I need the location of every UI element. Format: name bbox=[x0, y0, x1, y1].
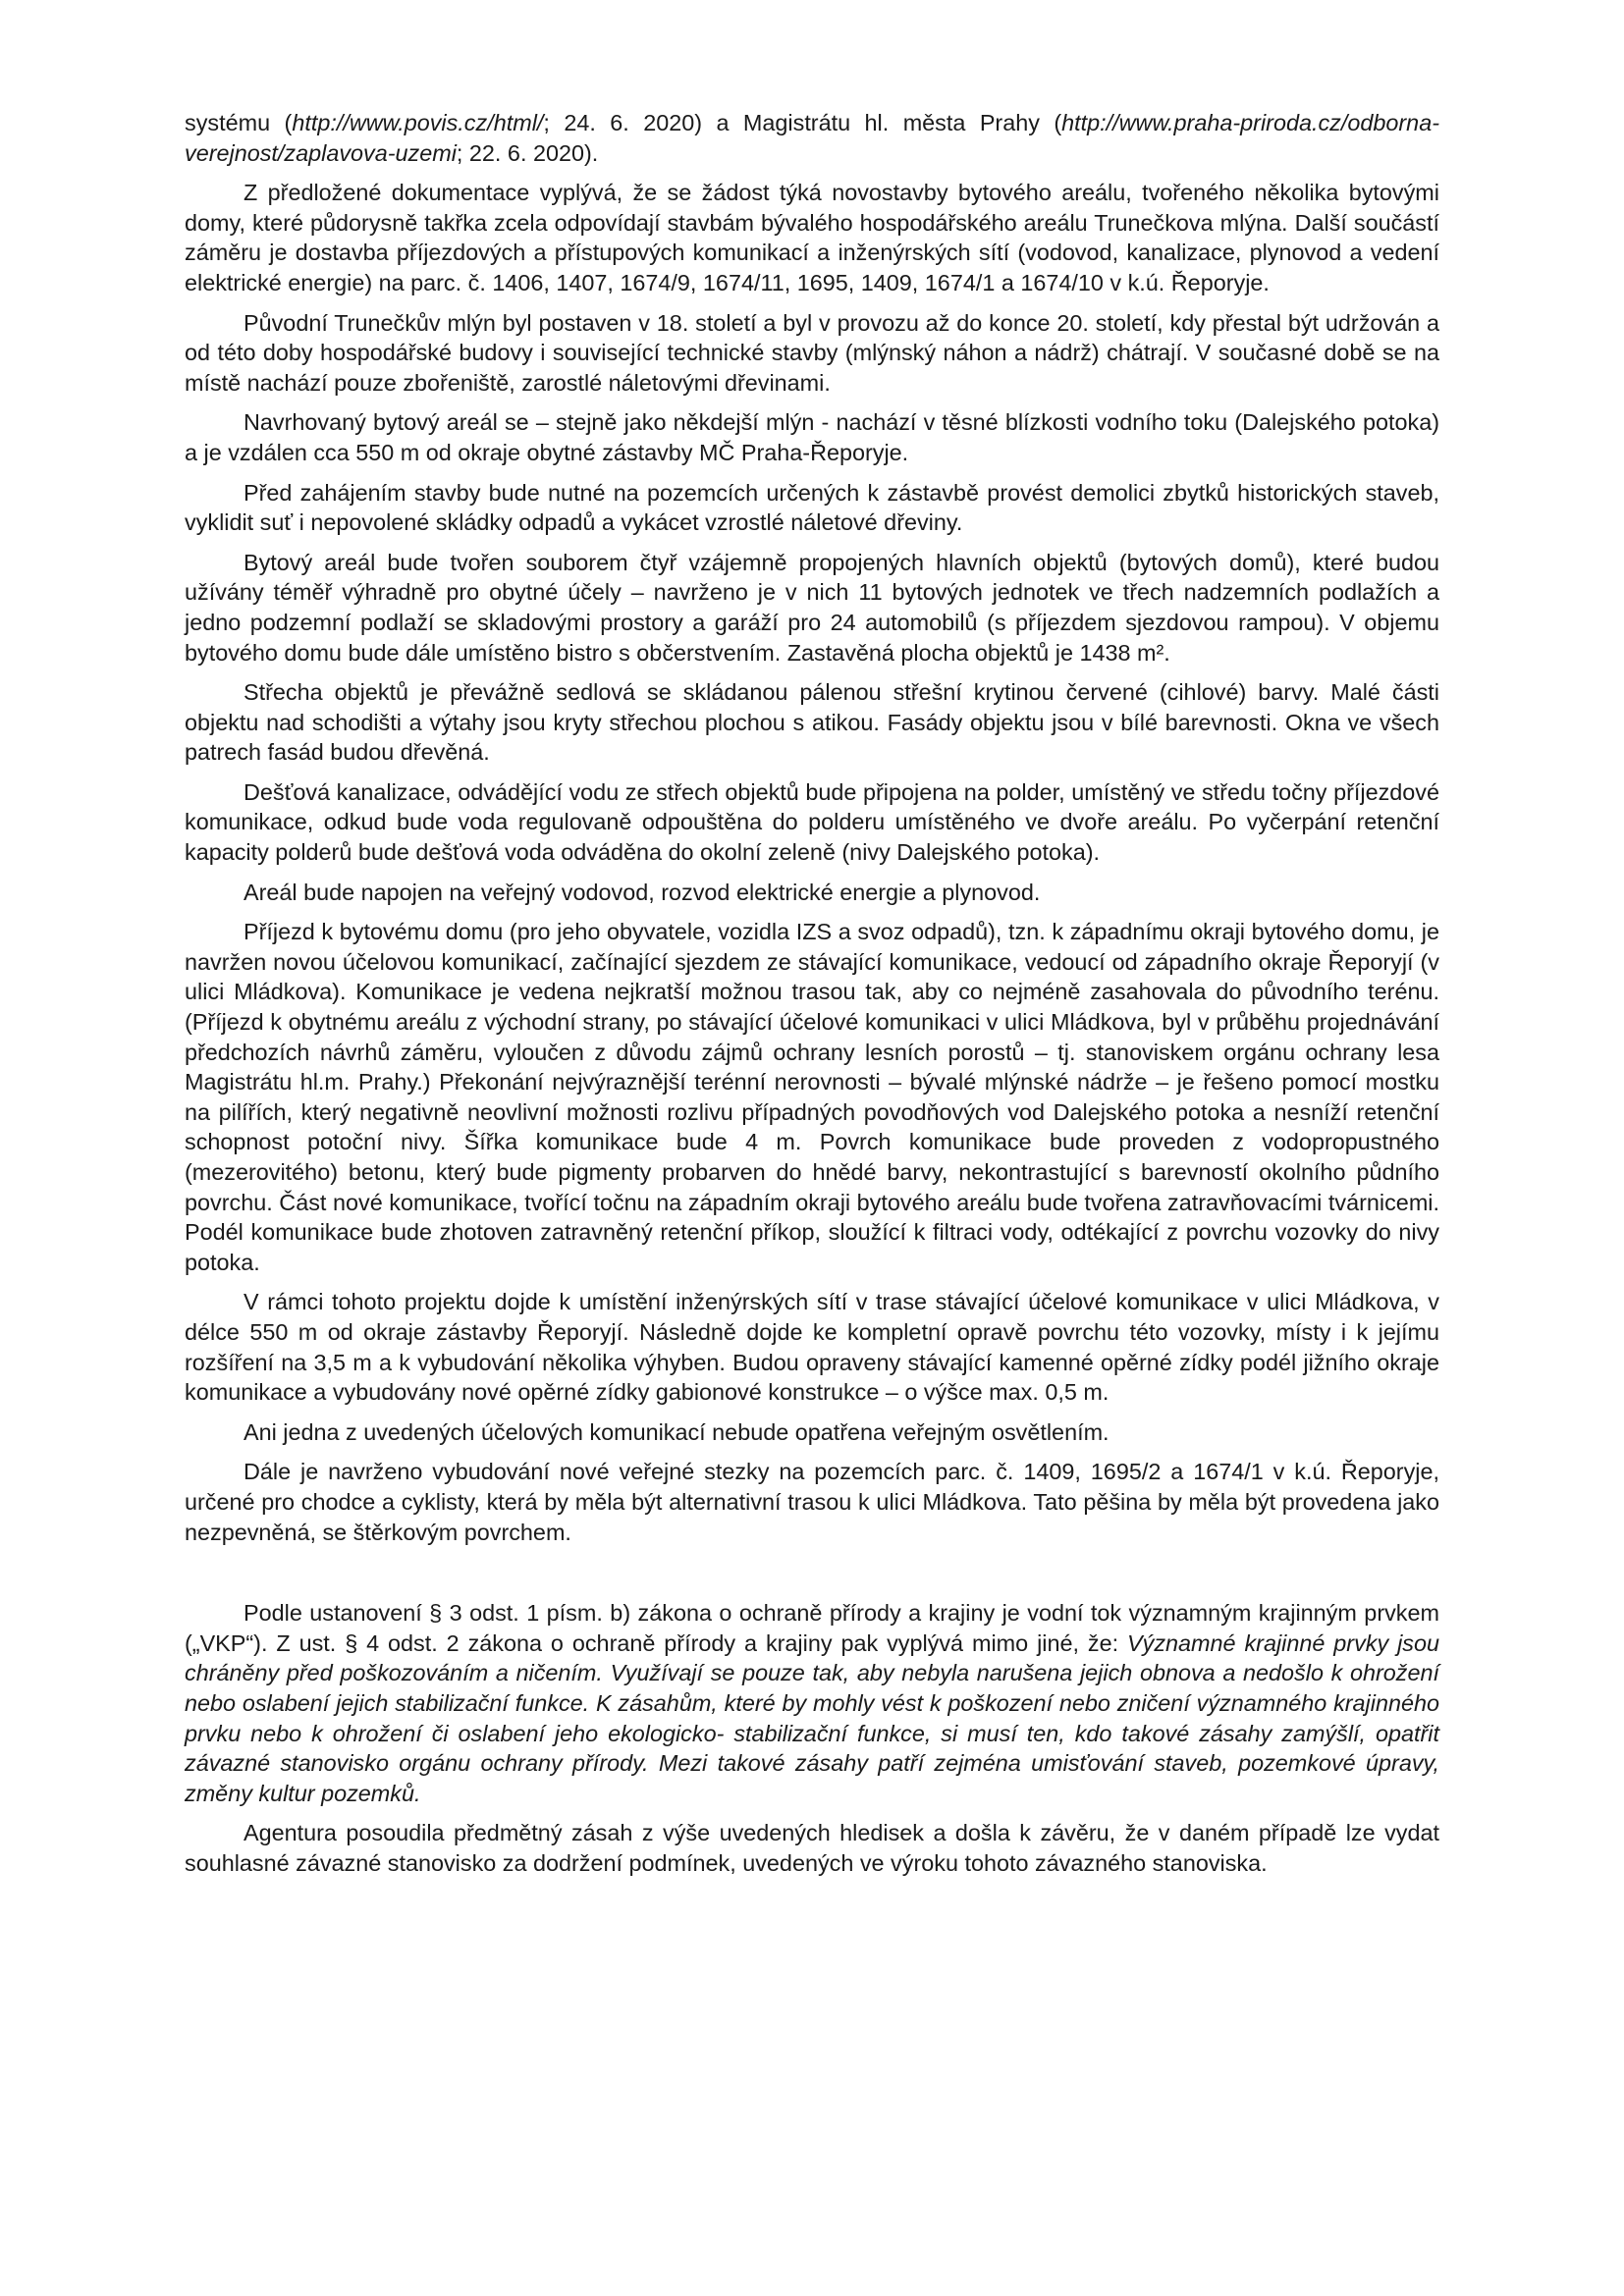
text-segment: Navrhovaný bytový areál se – stejně jako někdejší mlýn - nachází v těsné blízkosti vodního toku (Dalejského potoka) a je vzdálen cca 550 m od okraje obytné zástavby MČ Praha-Řeporyje. bbox=[185, 409, 1439, 465]
body-paragraph bbox=[185, 1818, 1439, 1878]
body-paragraph bbox=[185, 407, 1439, 467]
text-segment: Dále je navrženo vybudování nové veřejné stezky na pozemcích parc. č. 1409, 1695/2 a 1674/1 v k.ú. Řeporyje, určené pro chodce a cyklisty, která by měla být alternativní trasou k ulici Mládkova. Tato pěšina by měla být provedena jako nezpevněná, se štěrkovým povrchem. bbox=[185, 1459, 1439, 1545]
body-paragraph bbox=[185, 917, 1439, 1277]
text-segment: Bytový areál bude tvořen souborem čtyř vzájemně propojených hlavních objektů (bytových domů), které budou užívány téměř výhradně pro obytné účely – navrženo je v nich 11 bytových jednotek ve třech nadzemních podlažích a jedno podzemní podlaží se skladovými prostory a garáží pro 24 automobilů (s příjezdem sjezdovou rampou). V objemu bytového domu bude dále umístěno bistro s občerstvením. Zastavěná plocha objektů je 1438 m². bbox=[185, 549, 1439, 666]
text-segment: Podle ustanovení § 3 odst. 1 písm. b) zákona o ochraně přírody a krajiny je vodní tok významným krajinným prvkem („VKP“). Z ust. § 4 odst. 2 zákona o ochraně přírody a krajiny pak vyplývá mimo jiné, že: bbox=[185, 1600, 1439, 1656]
body-paragraph bbox=[185, 1287, 1439, 1407]
body-paragraph bbox=[185, 308, 1439, 399]
body-paragraph bbox=[185, 1457, 1439, 1547]
body-paragraph bbox=[185, 548, 1439, 667]
text-segment: ; 22. 6. 2020). bbox=[456, 139, 599, 166]
body-paragraph bbox=[185, 677, 1439, 768]
text-segment: Dešťová kanalizace, odvádějící vodu ze střech objektů bude připojena na polder, umístěný ve středu točny příjezdové komunikace, odkud bude voda regulovaně odpouštěna do polderu umístěného ve dvoře areálu. Po vyčerpání retenční kapacity polderů bude dešťová voda odváděna do okolní zeleně (nivy Dalejského potoka). bbox=[185, 778, 1439, 866]
body-paragraph bbox=[185, 878, 1439, 908]
text-segment: systému ( bbox=[185, 110, 293, 135]
text-segment: Z předložené dokumentace vyplývá, že se žádost týká novostavby bytového areálu, tvořeného několika bytovými domy, které půdorysně takřka zcela odpovídají stavbám bývalého hospodářského areálu Trunečkova mlýna. Další součástí záměru je dostavba příjezdových a přístupových komunikací a inženýrských sítí (vodovod, kanalizace, plynovod a vedení elektrické energie) na parc. č. 1406, 1407, 1674/9, 1674/11, 1695, 1409, 1674/1 a 1674/10 v k.ú. Řeporyje. bbox=[185, 180, 1439, 295]
body-paragraph bbox=[185, 777, 1439, 868]
text-segment: Střecha objektů je převážně sedlová se skládanou pálenou střešní krytinou červené (cihlové) barvy. Malé části objektu nad schodišti a výtahy jsou kryty střechou plochou s atikou. Fasády objektu jsou v bílé barevnosti. Okna ve všech patrech fasád budou dřevěná. bbox=[185, 679, 1439, 766]
text-segment: Ani jedna z uvedených účelových komunikací nebude opatřena veřejným osvětlením. bbox=[244, 1418, 1110, 1445]
italic-text-segment: Významné krajinné prvky jsou chráněny před poškozováním a ničením. Využívají se pouze tak, aby nebyla narušena jejich obnova a nedošlo k ohrožení nebo oslabení jejich stabilizační funkce. K zásahům, které by mohly vést k poškození nebo zničení významného krajinného prvku nebo k ohrožení či oslabení jeho ekologicko- stabilizační funkce, si musí ten, kdo takové zásahy zamýšlí, opatřit závazné stanovisko orgánu ochrany přírody. Mezi takové zásahy patří zejména umisťování staveb, pozemkové úpravy, změny kultur pozemků. bbox=[185, 1629, 1439, 1806]
body-paragraph bbox=[185, 178, 1439, 297]
text-segment: Agentura posoudila předmětný zásah z výše uvedených hledisek a došla k závěru, že v daném případě lze vydat souhlasné závazné stanovisko za dodržení podmínek, uvedených ve výroku tohoto závazného stanoviska. bbox=[185, 1820, 1439, 1876]
text-segment: ; 24. 6. 2020) a Magistrátu hl. města Prahy ( bbox=[543, 110, 1062, 135]
body-paragraph bbox=[185, 1598, 1439, 1808]
text-segment: Před zahájením stavby bude nutné na pozemcích určených k zástavbě provést demolici zbytků historických staveb, vyklidit suť i nepovolené skládky odpadů a vykácet vzrostlé náletové dřeviny. bbox=[185, 479, 1439, 536]
document-page bbox=[185, 108, 1439, 1888]
body-paragraph bbox=[185, 478, 1439, 538]
text-segment: Areál bude napojen na veřejný vodovod, rozvod elektrické energie a plynovod. bbox=[244, 879, 1041, 905]
text-segment: Příjezd k bytovému domu (pro jeho obyvatele, vozidla IZS a svoz odpadů), tzn. k západnímu okraji bytového domu, je navržen novou účelovou komunikací, začínající sjezdem ze stávající komunikace, vedoucí od západního okraje Řeporyjí (v ulici Mládkova). Komunikace je vedena nejkratší možnou trasou tak, aby co nejméně zasahovala do původního terénu. (Příjezd k obytnému areálu z východní strany, po stávající účelové komunikaci v ulici Mládkova, byl v průběhu projednávání předchozích návrhů záměru, vyloučen z důvodu zájmů ochrany lesních porostů – tj. stanoviskem orgánu ochrany lesa Magistrátu hl.m. Prahy.) Překonání nejvýraznější terénní nerovnosti – bývalé mlýnské nádrže – je řešeno pomocí mostku na pilířích, který negativně neovlivní možnosti rozlivu případných povodňových vod Dalejského potoka a nesníží retenční schopnost potoční nivy. Šířka komunikace bude 4 m. Povrch komunikace bude proveden z vodopropustného (mezerovitého) betonu, který bude pigmenty probarven do hnědé barvy, nekontrastující s barevností okolního půdního povrchu. Část nové komunikace, tvořící točnu na západním okraji bytového areálu bude tvořena zatravňovacími tvárnicemi. Podél komunikace bude zhotoven zatravněný retenční příkop, sloužící k filtraci vody, odtékající z povrchu vozovky do nivy potoka. bbox=[185, 919, 1439, 1275]
italic-text-segment: http://www.praha-priroda.cz/odborna-verejnost/zaplavova-uzemi bbox=[185, 110, 1439, 166]
italic-text-segment: http://www.povis.cz/html/ bbox=[292, 110, 544, 135]
body-paragraph bbox=[185, 108, 1439, 168]
text-segment: Původní Trunečkův mlýn byl postaven v 18. století a byl v provozu až do konce 20. století, kdy přestal být udržován a od této doby hospodářské budovy i související technické stavby (mlýnský náhon a nádrž) chátrají. V současné době se na místě nachází pouze zbořeniště, zarostlé náletovými dřevinami. bbox=[185, 309, 1439, 396]
body-paragraph bbox=[185, 1417, 1439, 1448]
text-segment: V rámci tohoto projektu dojde k umístění inženýrských sítí v trase stávající účelové komunikace v ulici Mládkova, v délce 550 m od okraje zástavby Řeporyjí. Následně dojde ke kompletní opravě povrchu této vozovky, místy i k jejímu rozšíření na 3,5 m a k vybudování několika výhyben. Budou opraveny stávající kamenné opěrné zídky podél jižního okraje komunikace a vybudovány nové opěrné zídky gabionové konstrukce – o výšce max. 0,5 m. bbox=[185, 1289, 1439, 1406]
